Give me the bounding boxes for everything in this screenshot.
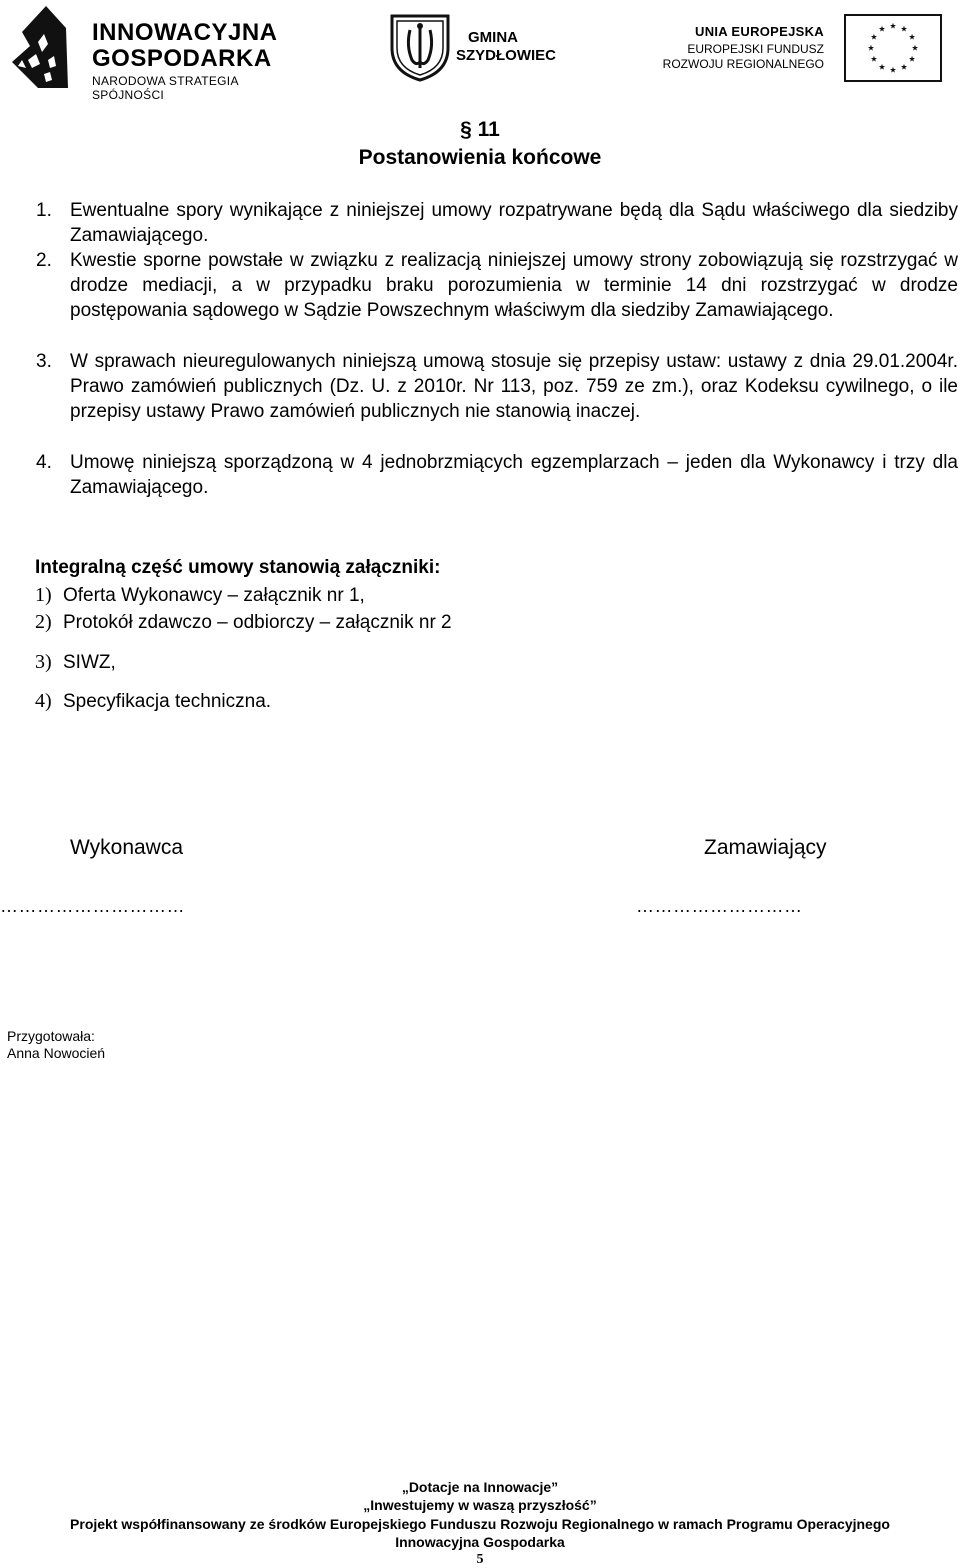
- attachments-heading: Integralną część umowy stanowią załączniki:: [35, 557, 441, 578]
- logo-right-line1: UNIA EUROPEJSKA: [695, 24, 824, 39]
- eu-logo: [662, 14, 952, 86]
- list-item: [36, 349, 958, 424]
- footer-line3: Projekt współfinansowany ze środków Europejskiego Funduszu Rozwoju Regionalnego w ramach Programu Operacyjnego: [70, 1516, 890, 1532]
- attachment-item: [35, 584, 365, 607]
- list-item: [36, 450, 958, 500]
- attachment-text: SIWZ,: [63, 652, 116, 673]
- list-item-text: Kwestie sporne powstałe w związku z realizacją niniejszej umowy strony zobowiązują się rozstrzygać w drodze mediacji, a w przypadku braku porozumienia w terminie 14 dni rozstrzygać w drodze postępowania sądowego w Sądzie Powszechnym właściwym dla siedziby Zamawiającego.: [70, 250, 958, 321]
- signature-label-client: Zamawiający: [704, 836, 827, 859]
- list-item: [36, 198, 958, 248]
- logo-left-line3: NARODOWA STRATEGIA SPÓJNOŚCI: [92, 74, 239, 102]
- attachment-number: 3): [35, 651, 52, 673]
- footer-line2: „Inwestujemy w waszą przyszłość”: [363, 1497, 597, 1513]
- logo-left-line2: GOSPODARKA: [92, 45, 272, 72]
- attachment-text: Specyfikacja techniczna.: [63, 691, 272, 712]
- list-item-text: Ewentualne spory wynikające z niniejszej umowy rozpatrywane będą dla Sądu właściwego dla siedziby Zamawiającego.: [70, 200, 958, 246]
- attachment-item: [35, 611, 452, 634]
- signature-line-client: ………………………: [636, 896, 803, 916]
- list-item-number: 2.: [36, 250, 52, 271]
- attachment-item: [35, 690, 271, 713]
- logo-left-line1: INNOWACYJNA: [92, 19, 278, 46]
- page-number: 5: [476, 1552, 484, 1567]
- list-item-text: Umowę niniejszą sporządzoną w 4 jednobrzmiących egzemplarzach – jeden dla Wykonawcy i trzy dla Zamawiającego.: [70, 452, 958, 498]
- footer-line1: „Dotacje na Innowacje”: [401, 1479, 559, 1495]
- section-number: § 11: [460, 118, 500, 141]
- list-item-text: W sprawach nieuregulowanych niniejszą umową stosuje się przepisy ustaw: ustawy z dnia 29.01.2004r. Prawo zamówień publicznych (Dz. U. z 2010r. Nr 113, poz. 759 ze zm.), oraz Kodeksu cywilnego, o ile przepisy ustawy Prawo zamówień publicznych nie stanowią inaczej.: [70, 351, 958, 422]
- section-title: Postanowienia końcowe: [358, 146, 602, 169]
- logo-center-line2: SZYDŁOWIEC: [456, 47, 556, 64]
- coat-of-arms-icon: [388, 12, 452, 82]
- attachment-text: Protokół zdawczo – odbiorczy – załącznik nr 2: [63, 612, 452, 633]
- list-item-number: 4.: [36, 452, 52, 473]
- list-item-number: 1.: [36, 200, 52, 221]
- logo-center-line1: GMINA: [468, 29, 518, 46]
- innowacyjna-gospodarka-logo: [8, 2, 308, 102]
- prepared-by-label: Przygotowała:: [7, 1028, 95, 1044]
- list-item-number: 3.: [36, 351, 52, 372]
- logo-right-line3: ROZWOJU REGIONALNEGO: [662, 57, 824, 71]
- attachment-number: 2): [35, 611, 52, 633]
- attachment-number: 1): [35, 584, 52, 606]
- gmina-szydlowiec-logo: [388, 12, 588, 82]
- list-item: [36, 248, 958, 323]
- attachment-number: 4): [35, 690, 52, 712]
- prepared-by-name: Anna Nowocień: [7, 1045, 106, 1061]
- attachment-item: [35, 651, 116, 674]
- eu-flag-icon: [844, 14, 942, 82]
- innowacyjna-gospodarka-emblem-icon: [8, 2, 88, 94]
- footer-line4: Innowacyjna Gospodarka: [395, 1534, 565, 1550]
- signature-label-contractor: Wykonawca: [70, 836, 184, 859]
- attachment-text: Oferta Wykonawcy – załącznik nr 1,: [63, 585, 365, 606]
- signature-line-contractor: …………………………: [0, 896, 185, 916]
- logo-right-line2: EUROPEJSKI FUNDUSZ: [687, 42, 824, 56]
